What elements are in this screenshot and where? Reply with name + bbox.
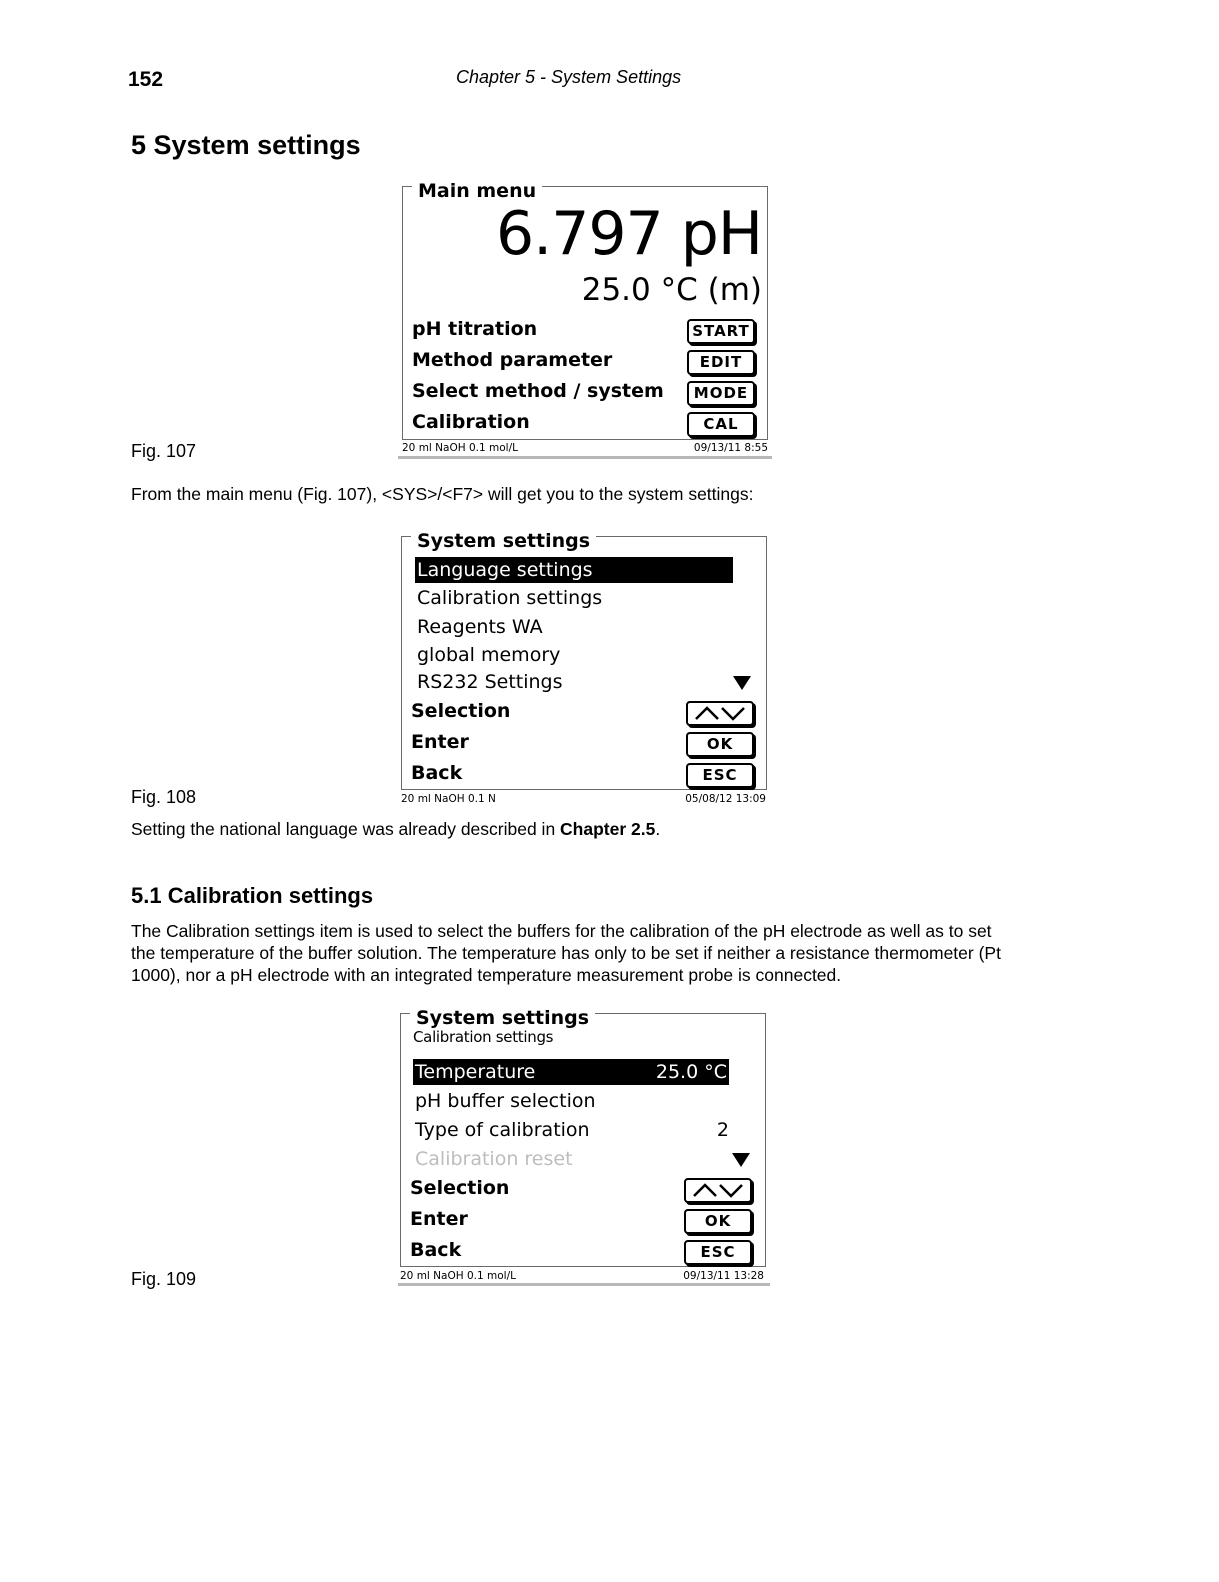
scroll-down-icon[interactable] (732, 1153, 750, 1167)
section-title: 5 System settings (131, 130, 361, 160)
temperature-reading: 25.0 °C (m) (581, 272, 762, 308)
status-left: 20 ml NaOH 0.1 mol/L (402, 442, 518, 454)
menu-item-label: Type of calibration (415, 1119, 590, 1141)
page-number: 152 (128, 68, 164, 91)
menu-item-rs232-settings[interactable]: RS232 Settings (417, 671, 563, 693)
row-label-method-parameter: Method parameter (412, 349, 613, 371)
updown-arrows-icon (688, 1180, 748, 1200)
ph-reading: 6.797 pH (495, 199, 762, 269)
figure-109-screen (394, 1003, 774, 1293)
esc-button[interactable]: ESC (686, 763, 754, 788)
paragraph-line: The Calibration settings item is used to select the buffers for the calibration of the pH electrode as well as to set (131, 921, 992, 941)
screen-subtitle: Calibration settings (413, 1028, 554, 1046)
cal-button[interactable]: CAL (687, 412, 755, 437)
paragraph (131, 818, 660, 840)
mode-button[interactable]: MODE (687, 381, 755, 406)
menu-item-calibration-reset: Calibration reset (415, 1148, 573, 1170)
edit-button[interactable]: EDIT (687, 350, 755, 375)
paragraph-line: 1000), nor a pH electrode with an integrated temperature measurement probe is connected. (131, 965, 842, 985)
figure-caption: Fig. 107 (131, 441, 197, 461)
menu-item-value: 25.0 °C (655, 1061, 727, 1083)
control-label-selection: Selection (410, 1177, 510, 1199)
paragraph (131, 920, 1091, 986)
status-right: 09/13/11 13:28 (683, 1270, 764, 1282)
ok-button[interactable]: OK (686, 732, 754, 757)
menu-item-ph-buffer-selection[interactable]: pH buffer selection (415, 1090, 596, 1112)
menu-item-calibration-settings[interactable]: Calibration settings (417, 587, 603, 609)
row-label-calibration: Calibration (412, 411, 530, 433)
figure-caption: Fig. 108 (131, 787, 197, 807)
scroll-down-icon[interactable] (733, 676, 751, 690)
paragraph-text: Setting the national language was already described in (131, 819, 561, 839)
status-underline (398, 1283, 770, 1286)
status-right: 09/13/11 8:55 (693, 442, 768, 454)
control-label-back: Back (411, 762, 463, 784)
ok-button[interactable]: OK (684, 1209, 752, 1234)
control-label-back: Back (410, 1239, 462, 1261)
menu-item-global-memory[interactable]: global memory (417, 644, 561, 666)
subsection-title: 5.1 Calibration settings (131, 883, 374, 908)
status-left: 20 ml NaOH 0.1 mol/L (400, 1270, 516, 1282)
paragraph-line: the temperature of the buffer solution. The temperature has only to be set if neither a resistance thermometer (Pt (131, 943, 1001, 963)
esc-button[interactable]: ESC (684, 1240, 752, 1265)
menu-item-temperature[interactable] (413, 1059, 729, 1085)
figure-caption: Fig. 109 (131, 1269, 197, 1289)
menu-item-language-settings[interactable]: Language settings (415, 557, 733, 583)
status-left: 20 ml NaOH 0.1 N (401, 793, 496, 805)
screen-title: Main menu (412, 180, 542, 202)
paragraph-end: . (655, 819, 661, 839)
control-label-enter: Enter (410, 1208, 468, 1230)
updown-button[interactable] (684, 1178, 752, 1203)
updown-arrows-icon (690, 703, 750, 723)
menu-item-reagents-wa[interactable]: Reagents WA (417, 616, 543, 638)
menu-item-value: 2 (716, 1119, 729, 1141)
chapter-reference: Chapter 2.5 (560, 819, 656, 839)
control-label-selection: Selection (411, 700, 511, 722)
paragraph: From the main menu (Fig. 107), <SYS>/<F7> will get you to the system settings: (131, 484, 754, 504)
screen-title: System settings (410, 1007, 595, 1029)
figure-108-screen (396, 526, 776, 816)
status-underline (398, 456, 772, 459)
control-label-enter: Enter (411, 731, 469, 753)
updown-button[interactable] (686, 701, 754, 726)
menu-item-type-of-calibration[interactable] (415, 1118, 729, 1142)
row-label-ph-titration: pH titration (412, 318, 538, 340)
running-head: Chapter 5 - System Settings (456, 67, 682, 87)
status-right: 05/08/12 13:09 (685, 793, 766, 805)
start-button[interactable]: START (687, 319, 755, 344)
figure-107-screen (396, 176, 776, 466)
screen-title: System settings (411, 530, 596, 552)
row-label-select-method: Select method / system (412, 380, 664, 402)
menu-item-label: Temperature (415, 1061, 536, 1083)
